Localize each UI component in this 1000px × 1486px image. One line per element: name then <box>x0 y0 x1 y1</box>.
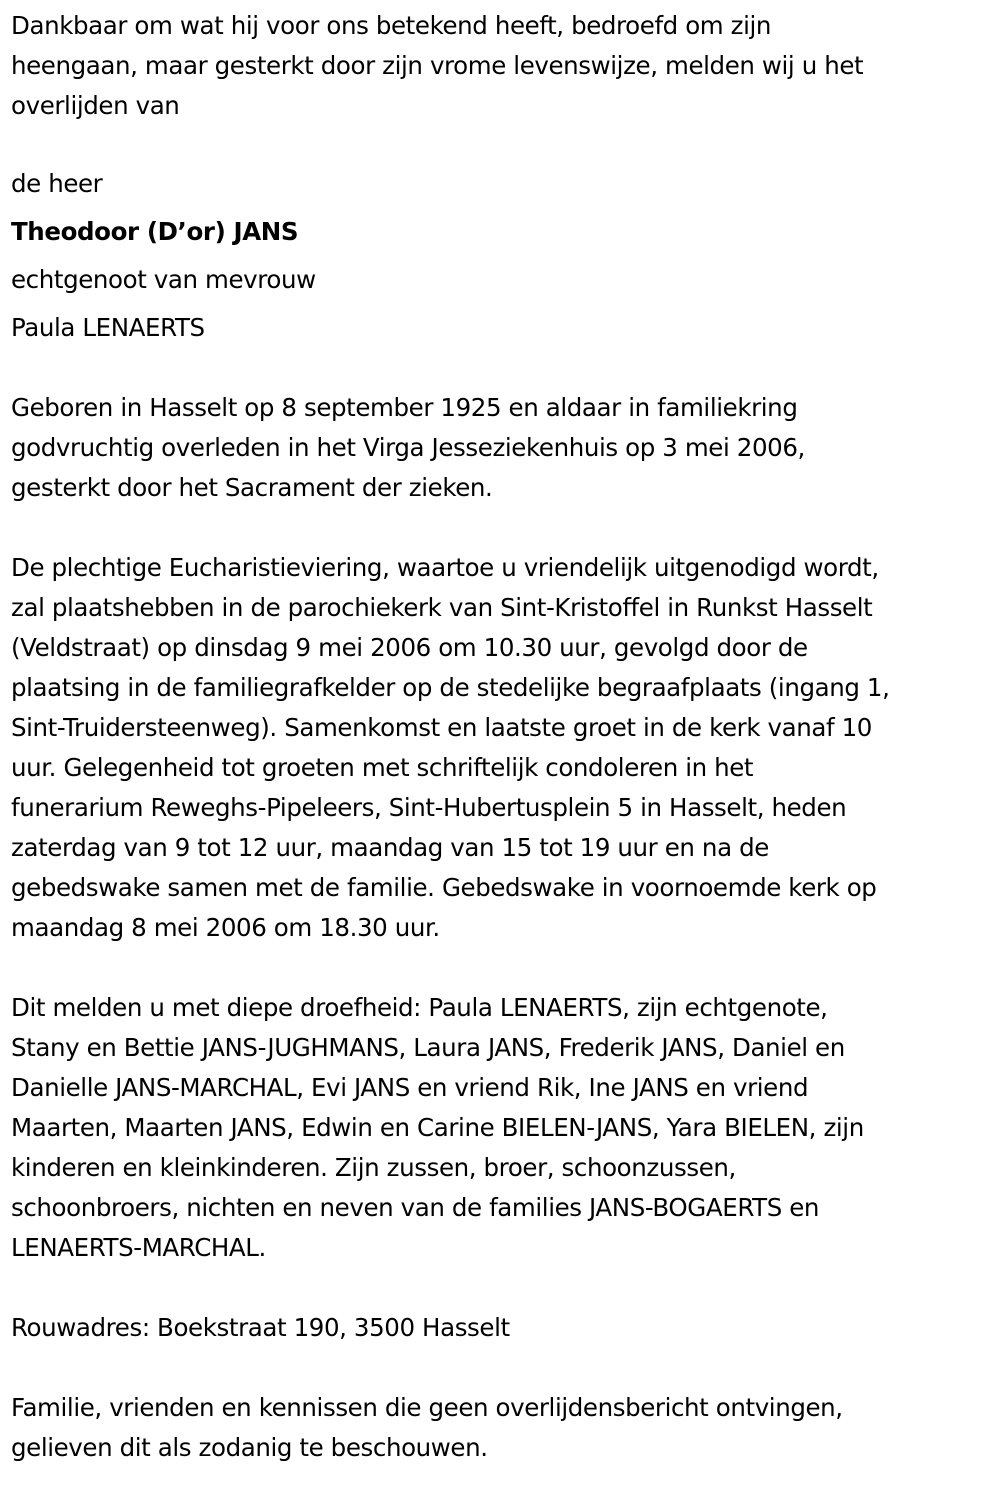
spacer <box>11 948 993 988</box>
ceremony-paragraph: De plechtige Eucharistieviering, waartoe u vriendelijk uitgenodigd wordt, zal plaatshebben in de parochiekerk van Sint-Kristoffel in Runkst Hasselt (Veldstraat) op dinsdag 9 mei 2006 om 10.30 uur, gevolgd door de plaatsing in de familiegrafkelder op de stedelijke begraafplaats (ingang 1, Sint-Truidersteenweg). Samenkomst en laatste groet in de kerk vanaf 10 uur. Gelegenheid tot groeten met schriftelijk condoleren in het funerarium Reweghs-Pipeleers, Sint-Hubertusplein 5 in Hasselt, heden zaterdag van 9 tot 12 uur, maandag van 15 tot 19 uur en na de gebedswake samen met de familie. Gebedswake in voornoemde kerk op maandag 8 mei 2006 om 18.30 uur. <box>11 553 890 942</box>
address-line: Rouwadres: Boekstraat 190, 3500 Hasselt <box>11 1313 510 1342</box>
birth-death-paragraph: Geboren in Hasselt op 8 september 1925 en aldaar in familiekring godvruchtig overleden in het Virga Jesseziekenhuis op 3 mei 2006, gesterkt door het Sacrament der zieken. <box>11 393 805 502</box>
intro-paragraph: Dankbaar om wat hij voor ons betekend heeft, bedroefd om zijn heengaan, maar gesterkt door zijn vrome levenswijze, melden wij u het overlijden van <box>11 11 864 120</box>
spacer <box>11 1268 993 1308</box>
family-paragraph: Dit melden u met diepe droefheid: Paula LENAERTS, zijn echtgenote, Stany en Bettie JANS-JUGHMANS, Laura JANS, Frederik JANS, Daniel en Danielle JANS-MARCHAL, Evi JANS en vriend Rik, Ine JANS en vriend Maarten, Maarten JANS, Edwin en Carine BIELEN-JANS, Yara BIELEN, zijn kinderen en kleinkinderen. Zijn zussen, broer, schoonzussen, schoonbroers, nichten en neven van de families JANS-BOGAERTS en LENAERTS-MARCHAL. <box>11 993 864 1262</box>
closing-paragraph: Familie, vrienden en kennissen die geen overlijdensbericht ontvingen, gelieven dit als zodanig te beschouwen. <box>11 1393 843 1462</box>
salutation: de heer <box>11 169 103 198</box>
obituary-document <box>11 6 993 1468</box>
spouse-name: Paula LENAERTS <box>11 313 205 342</box>
deceased-name: Theodoor (D’or) JANS <box>11 217 299 246</box>
spouse-prefix: echtgenoot van mevrouw <box>11 265 316 294</box>
spacer <box>11 352 993 392</box>
spacer <box>11 1348 993 1388</box>
spacer <box>11 508 993 548</box>
